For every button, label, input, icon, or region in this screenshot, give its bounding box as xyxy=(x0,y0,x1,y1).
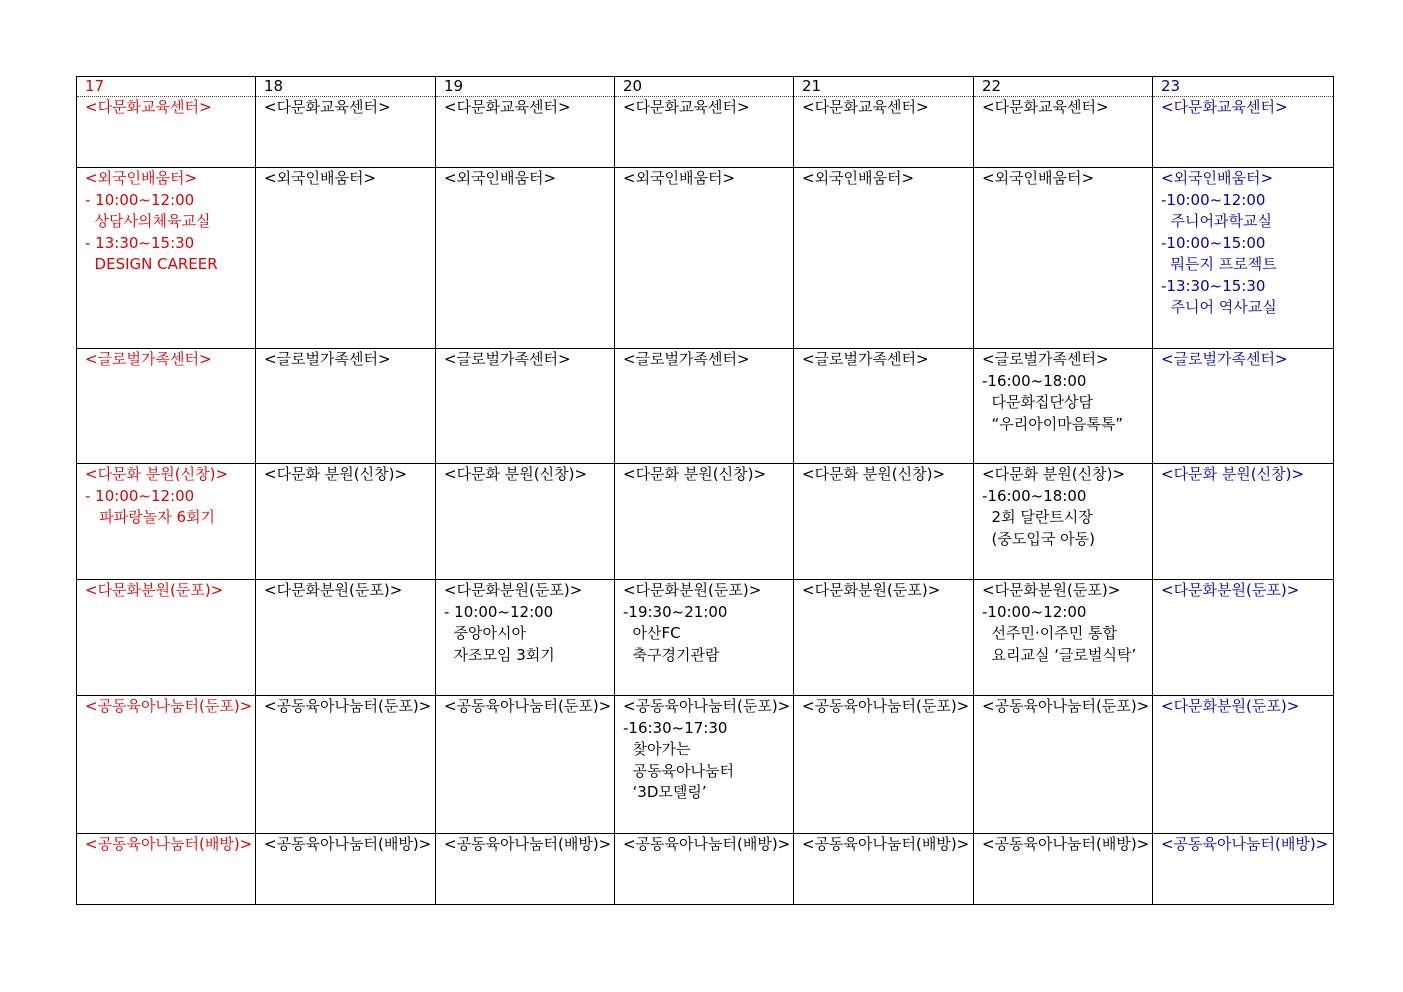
schedule-cell xyxy=(256,464,436,580)
program-title: <다문화분원(둔포)> xyxy=(85,581,224,599)
schedule-cell xyxy=(436,168,615,349)
program-detail: 찾아가는 xyxy=(623,740,691,758)
schedule-cell xyxy=(794,696,974,834)
schedule-cell xyxy=(615,168,794,349)
program-detail: 축구경기관람 xyxy=(623,645,720,664)
program-detail: 중앙아시아 xyxy=(444,624,526,642)
program-detail: -10:00~12:00 xyxy=(1161,190,1266,209)
program-title: <다문화 분원(신창)> xyxy=(1161,465,1305,483)
program-detail: -16:00~18:00 xyxy=(982,371,1087,390)
program-title: <다문화교육센터> xyxy=(264,98,391,116)
program-title: <외국인배움터> xyxy=(802,169,915,187)
program-title: <다문화교육센터> xyxy=(982,98,1109,116)
program-detail: 요리교실 ‘글로벌식탁’ xyxy=(982,645,1137,664)
program-detail: -13:30~15:30 xyxy=(1161,276,1266,295)
program-detail: 다문화집단상담 xyxy=(982,393,1093,411)
program-detail: 상담사의체육교실 xyxy=(85,212,211,230)
program-detail: 뭐든지 프로젝트 xyxy=(1161,255,1277,273)
schedule-cell xyxy=(256,580,436,696)
program-title: <다문화교육센터> xyxy=(623,98,750,116)
date-cell-19: 19 xyxy=(436,77,615,97)
program-title: <다문화분원(둔포)> xyxy=(444,581,583,599)
schedule-cell xyxy=(1153,464,1334,580)
schedule-cell xyxy=(1153,580,1334,696)
program-detail: ‘3D모델링’ xyxy=(623,783,707,801)
schedule-cell xyxy=(256,834,436,905)
program-detail: - 10:00~12:00 xyxy=(444,602,554,621)
schedule-row xyxy=(77,834,1334,905)
program-title: <외국인배움터> xyxy=(85,169,198,187)
date-cell-21: 21 xyxy=(794,77,974,97)
program-title: <외국인배움터> xyxy=(623,169,736,187)
date-header-row xyxy=(77,77,1334,97)
program-title: <다문화교육센터> xyxy=(1161,98,1288,116)
schedule-row xyxy=(77,349,1334,464)
program-detail: -10:00~15:00 xyxy=(1161,233,1266,252)
program-title: <글로벌가족센터> xyxy=(1161,350,1288,368)
schedule-row xyxy=(77,580,1334,696)
date-cell-20: 20 xyxy=(615,77,794,97)
program-title: <공동육아나눔터(배방)> xyxy=(623,835,791,853)
schedule-cell xyxy=(974,97,1153,168)
program-detail: (중도입국 아동) xyxy=(982,529,1095,548)
schedule-cell xyxy=(436,349,615,464)
schedule-row xyxy=(77,464,1334,580)
schedule-cell xyxy=(615,464,794,580)
program-title: <글로벌가족센터> xyxy=(982,350,1109,368)
schedule-cell xyxy=(77,696,256,834)
program-title: <글로벌가족센터> xyxy=(623,350,750,368)
schedule-cell xyxy=(974,168,1153,349)
program-title: <다문화분원(둔포)> xyxy=(802,581,941,599)
program-title: <공동육아나눔터(배방)> xyxy=(85,835,253,853)
program-title: <다문화분원(둔포)> xyxy=(1161,581,1300,599)
schedule-cell xyxy=(794,349,974,464)
program-title: <공동육아나눔터(둔포)> xyxy=(623,697,791,715)
program-title: <다문화 분원(신창)> xyxy=(623,465,767,483)
schedule-cell xyxy=(615,696,794,834)
program-detail: 아산FC xyxy=(623,624,681,642)
program-title: <외국인배움터> xyxy=(444,169,557,187)
schedule-cell xyxy=(256,696,436,834)
schedule-row xyxy=(77,168,1334,349)
schedule-cell xyxy=(615,97,794,168)
schedule-cell xyxy=(1153,168,1334,349)
schedule-cell xyxy=(256,168,436,349)
schedule-cell xyxy=(794,97,974,168)
program-title: <공동육아나눔터(둔포)> xyxy=(444,697,612,715)
date-cell-18: 18 xyxy=(256,77,436,97)
date-cell-22: 22 xyxy=(974,77,1153,97)
schedule-cell xyxy=(615,834,794,905)
schedule-cell xyxy=(77,97,256,168)
program-title: <다문화분원(둔포)> xyxy=(623,581,762,599)
program-title: <글로벌가족센터> xyxy=(444,350,571,368)
schedule-cell xyxy=(1153,97,1334,168)
program-detail: 선주민·이주민 통합 xyxy=(982,624,1117,642)
schedule-cell xyxy=(974,580,1153,696)
schedule-cell xyxy=(974,464,1153,580)
program-title: <공동육아나눔터(배방)> xyxy=(802,835,970,853)
schedule-cell xyxy=(615,349,794,464)
schedule-body xyxy=(77,77,1334,905)
program-detail: 주니어 역사교실 xyxy=(1161,298,1277,316)
program-title: <다문화교육센터> xyxy=(85,98,212,116)
program-title: <다문화 분원(신창)> xyxy=(264,465,408,483)
program-title: <공동육아나눔터(둔포)> xyxy=(85,697,253,715)
program-detail: -16:00~18:00 xyxy=(982,486,1087,505)
program-title: <다문화분원(둔포)> xyxy=(982,581,1121,599)
schedule-cell xyxy=(436,834,615,905)
program-title: <다문화 분원(신창)> xyxy=(444,465,588,483)
program-title: <다문화분원(둔포)> xyxy=(264,581,403,599)
program-detail: 공동육아나눔터 xyxy=(623,761,734,780)
program-detail: - 10:00~12:00 xyxy=(85,190,195,209)
program-detail: -16:30~17:30 xyxy=(623,718,728,737)
program-title: <공동육아나눔터(둔포)> xyxy=(802,697,970,715)
schedule-cell xyxy=(1153,696,1334,834)
program-detail: DESIGN CAREER xyxy=(85,255,218,273)
schedule-row xyxy=(77,696,1334,834)
program-title: <외국인배움터> xyxy=(982,169,1095,187)
program-title: <공동육아나눔터(배방)> xyxy=(982,835,1150,853)
schedule-cell xyxy=(256,349,436,464)
program-title: <공동육아나눔터(둔포)> xyxy=(982,697,1150,715)
program-title: <다문화교육센터> xyxy=(444,98,571,116)
schedule-cell xyxy=(974,696,1153,834)
schedule-cell xyxy=(77,168,256,349)
schedule-cell xyxy=(974,834,1153,905)
schedule-row xyxy=(77,97,1334,168)
program-title: <다문화 분원(신창)> xyxy=(982,465,1126,483)
schedule-cell xyxy=(1153,834,1334,905)
schedule-cell xyxy=(77,834,256,905)
program-title: <글로벌가족센터> xyxy=(85,350,212,368)
program-title: <공동육아나눔터(배방)> xyxy=(264,835,432,853)
schedule-cell xyxy=(794,464,974,580)
program-title: <다문화 분원(신창)> xyxy=(85,465,229,483)
schedule-cell xyxy=(436,97,615,168)
program-detail: 주니어과학교실 xyxy=(1161,212,1272,230)
program-title: <글로벌가족센터> xyxy=(802,350,929,368)
date-cell-17: 17 xyxy=(77,77,256,97)
schedule-cell xyxy=(794,580,974,696)
program-title: <다문화분원(둔포)> xyxy=(1161,697,1300,715)
program-detail: 파파랑놀자 6회기 xyxy=(85,508,216,526)
program-detail: - 10:00~12:00 xyxy=(85,486,195,505)
schedule-cell xyxy=(794,834,974,905)
schedule-cell xyxy=(615,580,794,696)
weekly-schedule-table xyxy=(76,76,1334,905)
program-title: <공동육아나눔터(배방)> xyxy=(1161,835,1329,853)
schedule-cell xyxy=(77,580,256,696)
schedule-cell xyxy=(436,696,615,834)
program-detail: “우리아이마음톡톡” xyxy=(982,414,1123,433)
program-title: <다문화 분원(신창)> xyxy=(802,465,946,483)
program-title: <다문화교육센터> xyxy=(802,98,929,116)
date-cell-23: 23 xyxy=(1153,77,1334,97)
program-detail: - 13:30~15:30 xyxy=(85,233,195,252)
program-detail: -10:00~12:00 xyxy=(982,602,1087,621)
schedule-cell xyxy=(436,464,615,580)
schedule-cell xyxy=(974,349,1153,464)
schedule-cell xyxy=(77,349,256,464)
schedule-cell xyxy=(794,168,974,349)
program-title: <외국인배움터> xyxy=(1161,169,1274,187)
program-detail: 2회 달란트시장 xyxy=(982,508,1093,526)
schedule-cell xyxy=(77,464,256,580)
program-title: <공동육아나눔터(배방)> xyxy=(444,835,612,853)
schedule-cell xyxy=(256,97,436,168)
program-title: <외국인배움터> xyxy=(264,169,377,187)
schedule-cell xyxy=(1153,349,1334,464)
program-title: <글로벌가족센터> xyxy=(264,350,391,368)
program-detail: 자조모임 3회기 xyxy=(444,645,555,664)
program-detail: -19:30~21:00 xyxy=(623,602,728,621)
schedule-cell xyxy=(436,580,615,696)
program-title: <공동육아나눔터(둔포)> xyxy=(264,697,432,715)
